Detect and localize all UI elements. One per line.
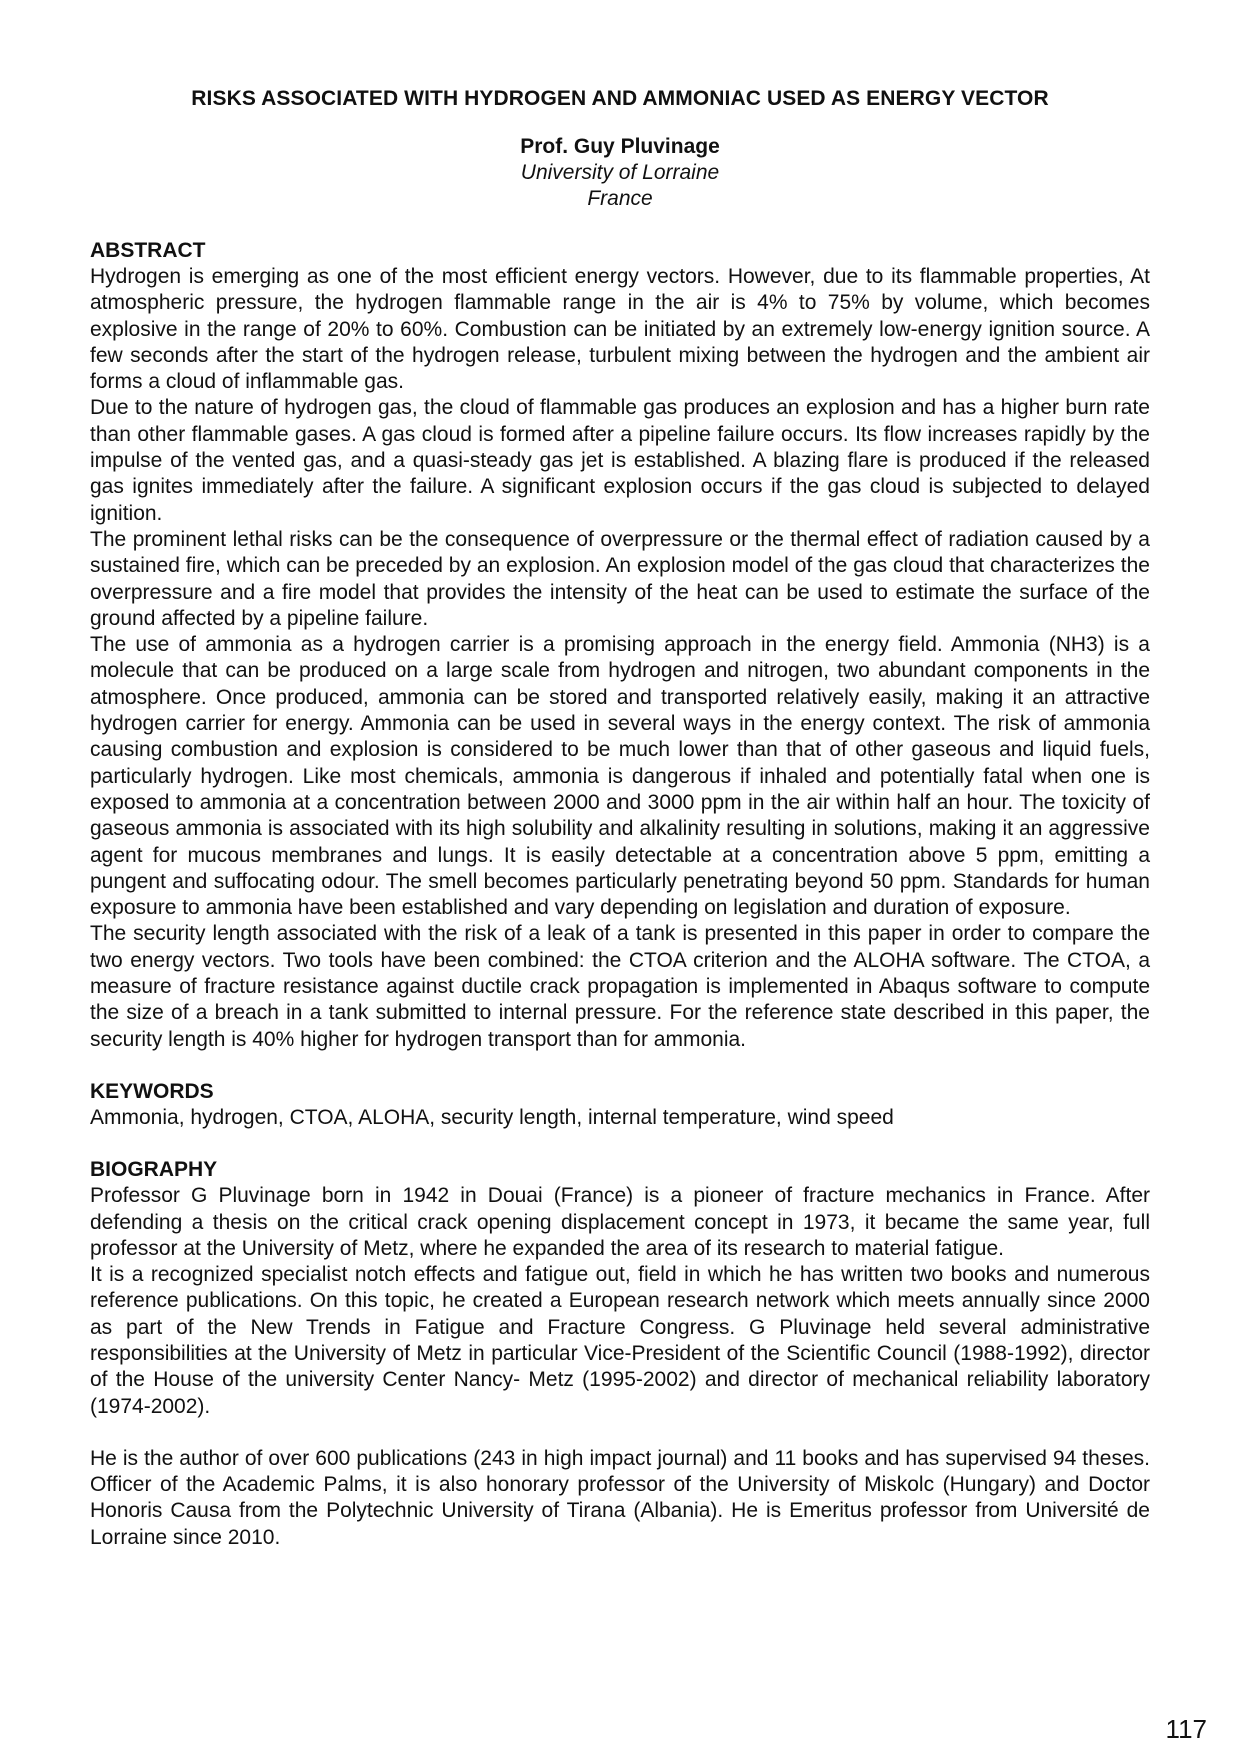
page-number: 117: [1165, 1714, 1207, 1744]
author-affiliation: University of Lorraine: [520, 161, 720, 184]
section-spacer: [90, 1053, 1150, 1079]
author-name: Prof. Guy Pluvinage: [520, 135, 720, 158]
abstract-paragraph: The prominent lethal risks can be the consequence of overpressure or the thermal effect of radiation caused by a sustained fire, which can be preceded by an explosion. An explosion model of the gas cloud that characterizes the overpressure and a fire model that provides the intensity of the heat can be used to estimate the surface of the ground affected by a pipeline failure.: [90, 527, 1150, 630]
abstract-heading: ABSTRACT: [90, 239, 206, 262]
keywords-text: Ammonia, hydrogen, CTOA, ALOHA, security length, internal temperature, wind speed: [90, 1105, 894, 1129]
paper-page: [90, 86, 1150, 1551]
biography-paragraph: He is the author of over 600 publications (243 in high impact journal) and 11 books and has supervised 94 theses. Officer of the Academic Palms, it is also honorary professor of the University of Miskolc (Hungary) and Doctor Honoris Causa from the Polytechnic University of Tirana (Albania). He is Emeritus professor from Université de Lorraine since 2010.: [90, 1446, 1150, 1549]
keywords-heading: KEYWORDS: [90, 1079, 214, 1103]
author-block: [90, 134, 1150, 212]
biography-paragraph: It is a recognized specialist notch effects and fatigue out, field in which he has written two books and numerous reference publications. On this topic, he created a European research network which meets annually since 2000 as part of the New Trends in Fatigue and Fracture Congress. G Pluvinage held several administrative responsibilities at the University of Metz in particular Vice-President of the Scientific Council (1988-1992), director of the House of the university Center Nancy- Metz (1995-2002) and director of mechanical reliability laboratory (1974-2002).: [90, 1263, 1150, 1418]
abstract-paragraph: The use of ammonia as a hydrogen carrier is a promising approach in the energy field. Ammonia (NH3) is a molecule that can be produced on a large scale from hydrogen and nitrogen, two abundant components in the atmosphere. Once produced, ammonia can be stored and transported relatively easily, making it an attractive hydrogen carrier for energy. Ammonia can be used in several ways in the energy context. The risk of ammonia causing combustion and explosion is considered to be much lower than that of other gaseous and liquid fuels, particularly hydrogen. Like most chemicals, ammonia is dangerous if inhaled and potentially fatal when one is exposed to ammonia at a concentration between 2000 and 3000 ppm in the air within half an hour. The toxicity of gaseous ammonia is associated with its high solubility and alkalinity resulting in solutions, making it an aggressive agent for mucous membranes and lungs. It is easily detectable at a concentration above 5 ppm, emitting a pungent and suffocating odour. The smell becomes particularly penetrating beyond 50 ppm. Standards for human exposure to ammonia have been established and vary depending on legislation and duration of exposure.: [90, 633, 1150, 920]
abstract-paragraph: Due to the nature of hydrogen gas, the cloud of flammable gas produces an explosion and has a higher burn rate than other flammable gases. A gas cloud is formed after a pipeline failure occurs. Its flow increases rapidly by the impulse of the vented gas, and a quasi-steady gas jet is established. A blazing flare is produced if the released gas ignites immediately after the failure. A significant explosion occurs if the gas cloud is subjected to delayed ignition.: [90, 396, 1150, 525]
paper-title: RISKS ASSOCIATED WITH HYDROGEN AND AMMONIAC USED AS ENERGY VECTOR: [191, 87, 1049, 110]
abstract-paragraph: Hydrogen is emerging as one of the most efficient energy vectors. However, due to its flammable properties, At atmospheric pressure, the hydrogen flammable range in the air is 4% to 75% by volume, which becomes explosive in the range of 20% to 60%. Combustion can be initiated by an extremely low-energy ignition source. A few seconds after the start of the hydrogen release, turbulent mixing between the hydrogen and the ambient air forms a cloud of inflammable gas.: [90, 265, 1150, 394]
paragraph-spacer: [90, 1420, 1150, 1446]
keywords-section: [90, 1079, 1150, 1131]
biography-section: [90, 1157, 1150, 1551]
author-country: France: [587, 187, 653, 210]
biography-heading: BIOGRAPHY: [90, 1158, 218, 1182]
biography-paragraph: Professor G Pluvinage born in 1942 in Douai (France) is a pioneer of fracture mechanics in France. After defending a thesis on the critical crack opening displacement concept in 1973, it became the same year, full professor at the University of Metz, where he expanded the area of its research to material fatigue.: [90, 1184, 1150, 1260]
abstract-section: [90, 238, 1150, 1053]
abstract-paragraph: The security length associated with the risk of a leak of a tank is presented in this paper in order to compare the two energy vectors. Two tools have been combined: the CTOA criterion and the ALOHA software. The CTOA, a measure of fracture resistance against ductile crack propagation is implemented in Abaqus software to compute the size of a breach in a tank submitted to internal pressure. For the reference state described in this paper, the security length is 40% higher for hydrogen transport than for ammonia.: [90, 922, 1150, 1051]
section-spacer: [90, 1131, 1150, 1157]
